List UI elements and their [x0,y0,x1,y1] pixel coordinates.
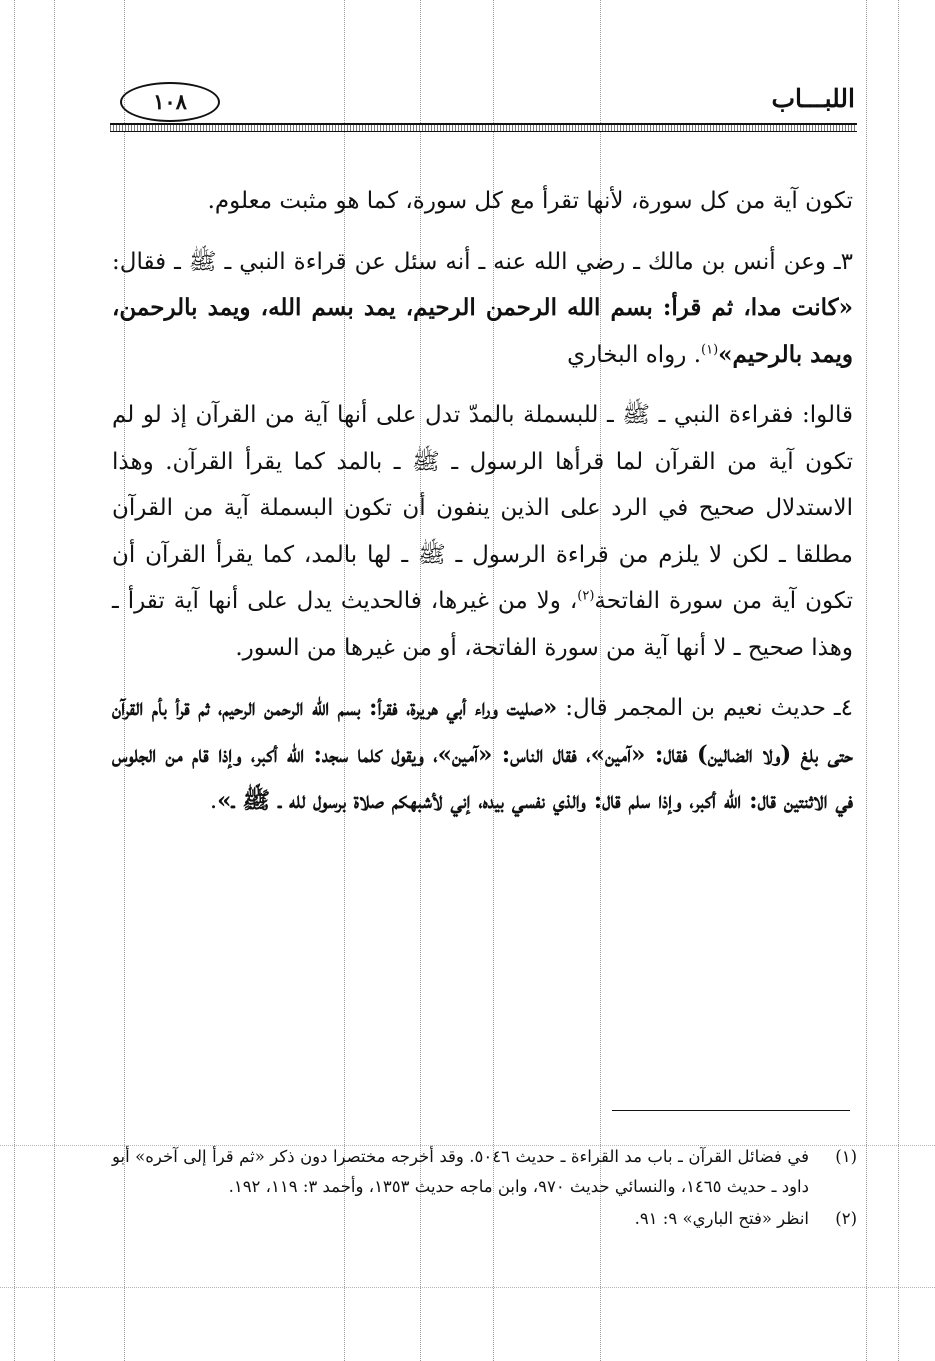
page-number: ١٠٨ [120,82,220,122]
main-text [112,178,853,839]
footnote-2 [112,1204,857,1234]
paragraph-4 [112,685,853,825]
footnote-separator [612,1110,850,1111]
paragraph-3-part2: ، ولا من غيرها، فالحديث يدل على أنها آية تقرأ ـ وهذا صحيح ـ لا أنها آية من سورة الفاتحة، أو من غيرها من السور. [112,588,853,661]
paragraph-1-text: تكون آية من كل سورة، لأنها تقرأ مع كل سورة، كما هو مثبت معلوم. [207,188,853,214]
paragraph-1 [112,178,853,225]
footnote-1-number: (١) [835,1147,857,1166]
paragraph-4-tail: . [209,788,218,814]
paragraph-3-part1: قالوا: فقراءة النبي ـ ﷺ ـ للبسملة بالمدّ تدل على أنها آية من القرآن إذ لو لم تكون آية من القرآن لما قرأها الرسول ـ ﷺ ـ بالمد كما يقرأ القرآن. وهذا الاستدلال صحيح في الرد على الذين ينفون أن تكون البسملة آية من القرآن مطلقا ـ لكن لا يلزم من قراءة الرسول ـ ﷺ ـ لها بالمد، كما يقرأ القرآن أن تكون آية من سورة الفاتحة [112,402,853,614]
paragraph-2-quote: «كانت مدا، ثم قرأ: بسم الله الرحمن الرحيم، يمد بسم الله، ويمد بالرحمن، ويمد بالرحيم» [112,294,853,368]
header-rule [110,123,857,132]
footnote-1-text: في فضائل القرآن ـ باب مد القراءة ـ حديث ٥٠٤٦. وقد أخرجه مختصرا دون ذكر «ثم قرأ إلى آخره» أبو داود ـ حديث ١٤٦٥، والنسائي حديث ٩٧٠، وابن ماجه حديث ١٣٥٣، وأحمد ٣: ١١٩، ١٩٢. [112,1147,809,1196]
footnote-2-number: (٢) [835,1209,857,1228]
footnotes [112,1142,857,1236]
footnote-ref-2[interactable]: (٢) [577,588,595,604]
footnote-2-text: انظر «فتح الباري» ٩: ٩١. [634,1209,809,1228]
footnote-ref-1[interactable]: (١) [701,341,719,357]
page-header [110,82,855,122]
paragraph-2-tail: . رواه البخاري [567,341,702,368]
footnote-1 [112,1142,857,1202]
paragraph-4-quote: «صليت وراء أبي هريرة، فقرأ: بسم الله الرحمن الرحيم، ثم قرأ بأم القرآن حتى بلغ (ولا الضالين) فقال: «آمين»، فقال الناس: «آمين»، ويقول كلما سجد: الله أكبر، وإذا قام من الجلوس في الاثنتين قال: الله أكبر، وإذا سلم قال: والذي نفسي بيده، إني لأشبهكم صلاة برسول لله ـ ﷺ ـ» [112,694,853,814]
book-title: اللبـــاب [771,84,855,113]
paragraph-3 [112,392,853,671]
paragraph-4-intro: ٤ـ حديث نعيم بن المجمر قال: [557,695,853,721]
paragraph-2-intro: ٣ـ وعن أنس بن مالك ـ رضي الله عنه ـ أنه سئل عن قراءة النبي ـ ﷺ ـ فقال: [112,248,853,275]
paragraph-2 [112,239,853,379]
